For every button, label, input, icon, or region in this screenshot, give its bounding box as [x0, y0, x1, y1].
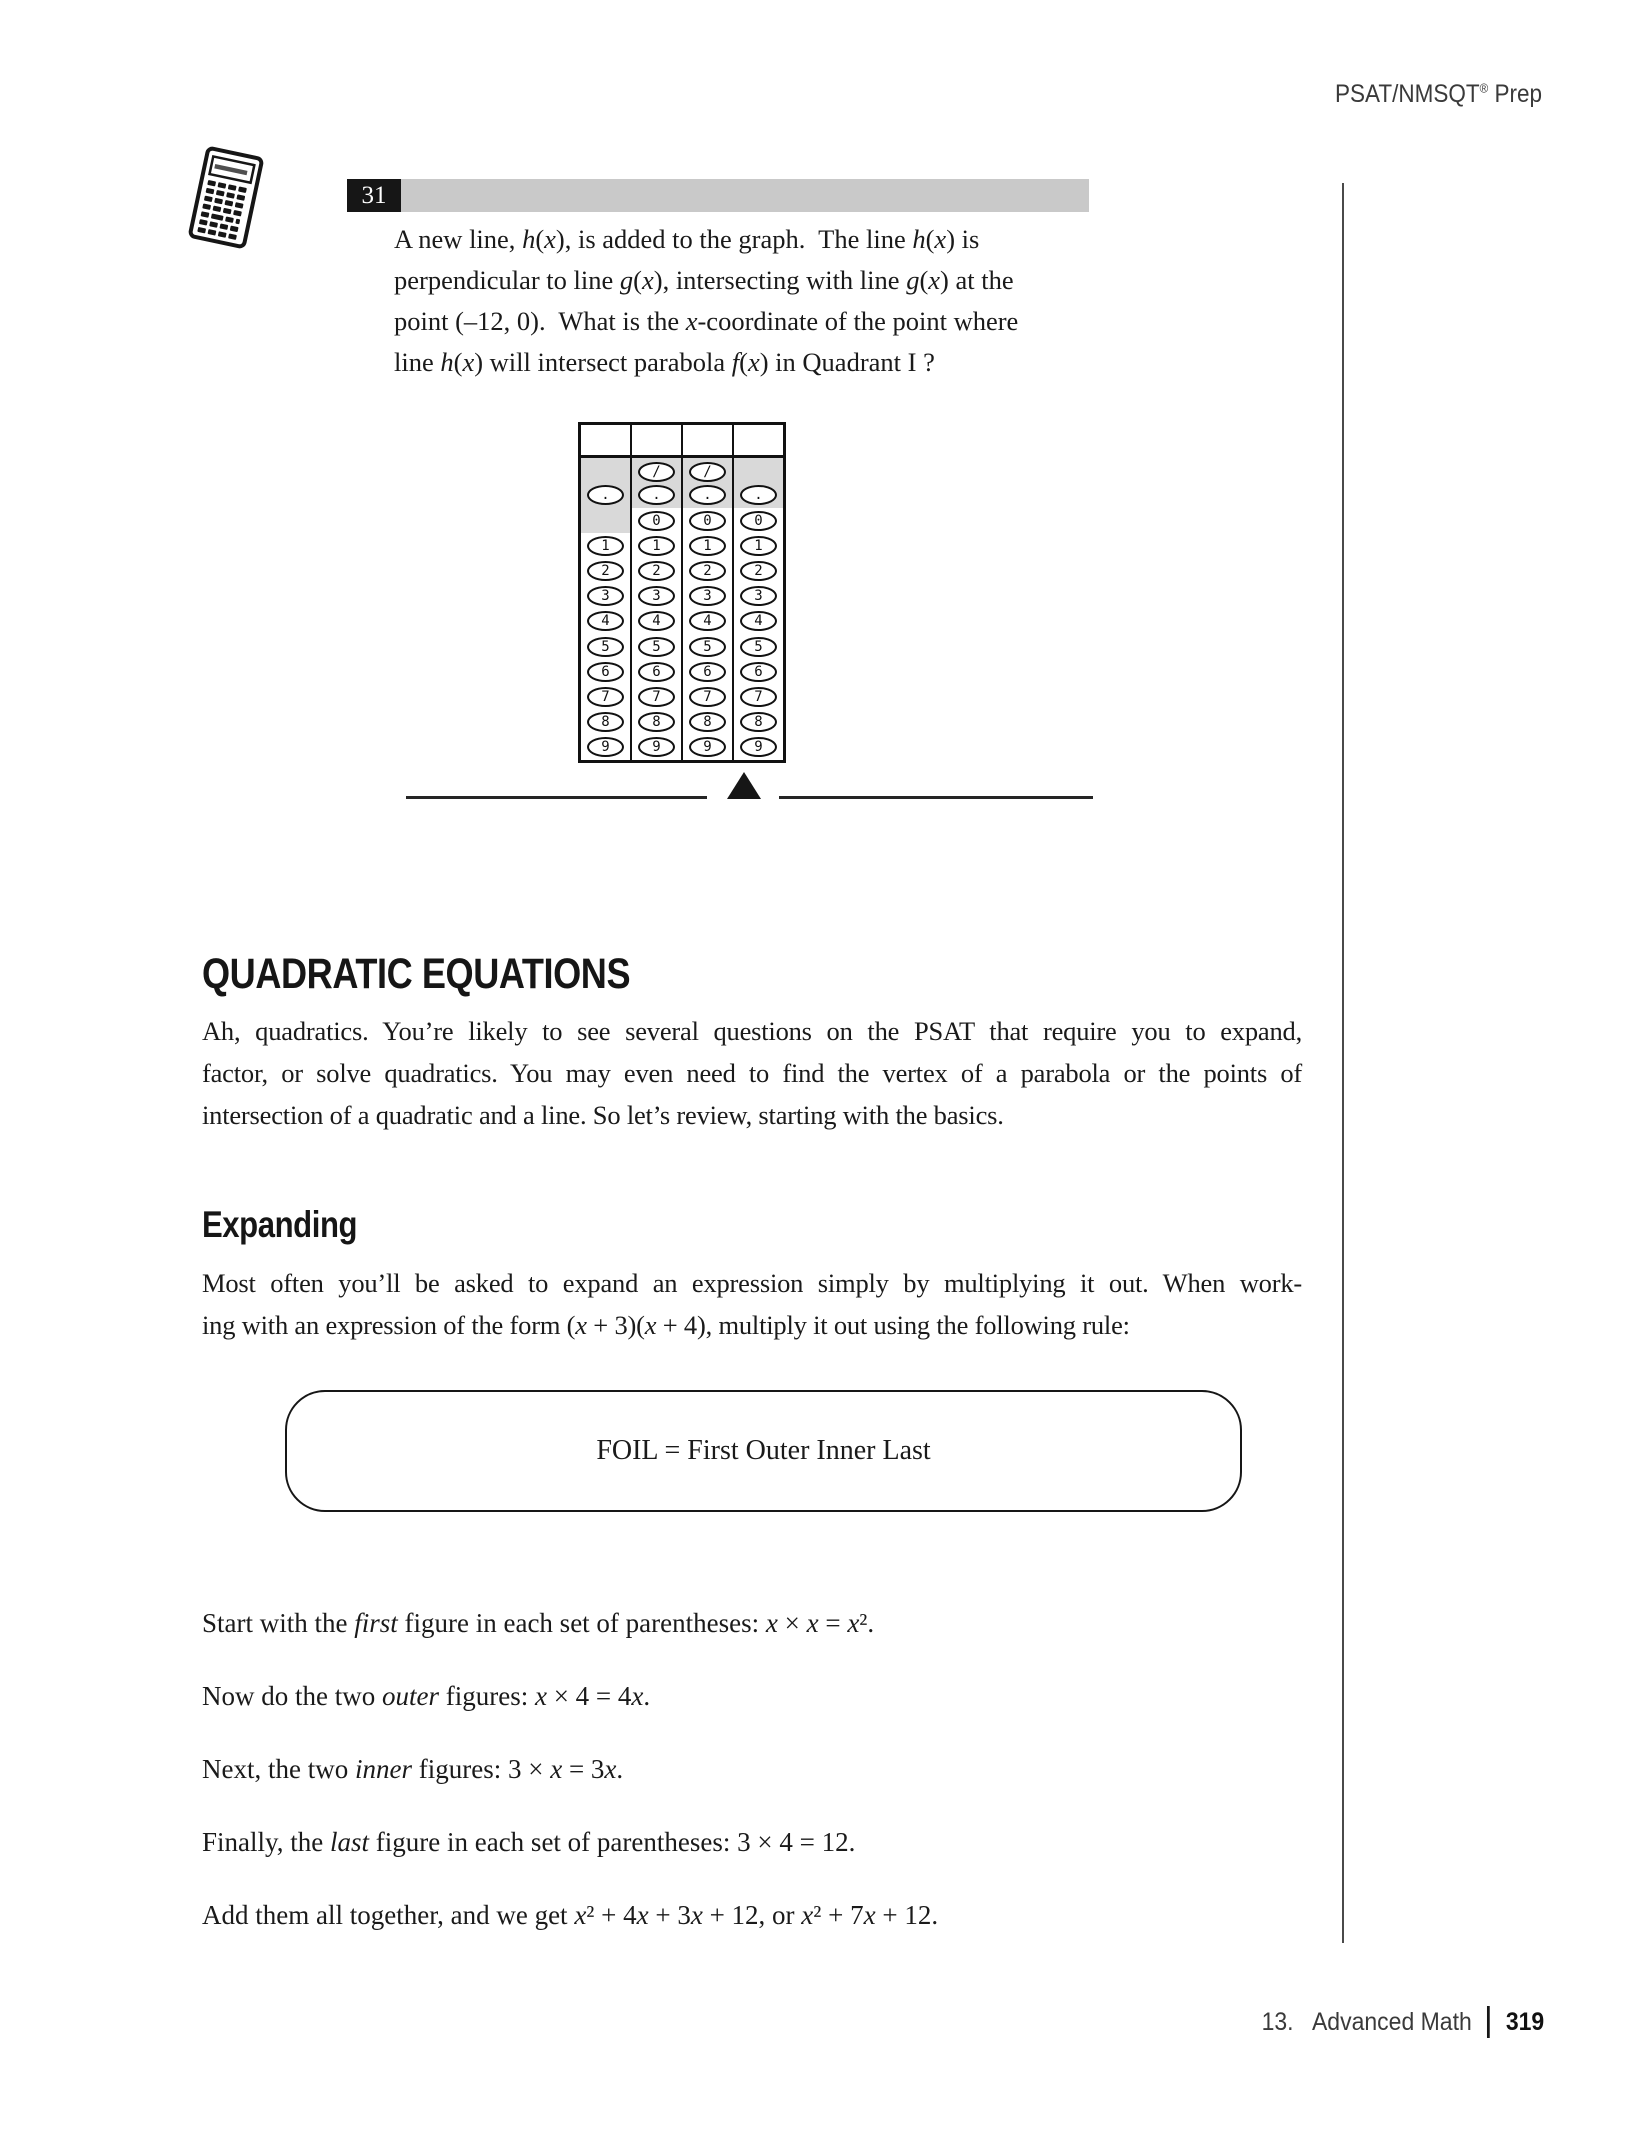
- digit-bubble: 4: [689, 611, 726, 631]
- digit-bubble: 0: [689, 511, 726, 531]
- question-number-badge: [347, 179, 401, 212]
- step-line: Now do the two outer figures: x × 4 = 4x.: [202, 1681, 651, 1711]
- digit-bubble: 5: [740, 637, 777, 657]
- quadratic-paragraph: [202, 1010, 1302, 1136]
- body-line: Most often you’ll be asked to expand an expression simply by multiplying it out. When work-: [202, 1268, 1302, 1298]
- digit-bubble: 3: [587, 586, 624, 606]
- digit-bubble: 9: [740, 737, 777, 757]
- fraction-slash-bubble: /: [689, 462, 726, 482]
- grid-symbol-band: [683, 458, 732, 508]
- digit-bubble: 4: [740, 611, 777, 631]
- question-number: 31: [361, 181, 387, 209]
- digit-bubble: 4: [638, 611, 675, 631]
- footer-section-name: Advanced Math: [1311, 2007, 1472, 2036]
- question-line: point (–12, 0). What is the x-coordinate of the point where: [394, 306, 1019, 336]
- grid-digit-row-cell: [581, 533, 630, 558]
- grid-digit-row-cell: [581, 609, 630, 634]
- divider-triangle-icon: [727, 772, 761, 799]
- grid-digit-row-cell: [581, 634, 630, 659]
- grid-column: [734, 425, 783, 760]
- digit-bubble: 1: [740, 536, 777, 556]
- grid-digit-row-cell: [632, 684, 681, 709]
- question-number-bar: [401, 179, 1089, 212]
- digit-bubble: 3: [740, 586, 777, 606]
- step-line: Add them all together, and we get x² + 4x + 3x + 12, or x² + 7x + 12.: [202, 1900, 939, 1930]
- grid-digit-row-cell: [734, 710, 783, 735]
- grid-digit-row-cell: [632, 558, 681, 583]
- body-line: factor, or solve quadratics. You may even need to find the vertex of a parabola or the points of: [202, 1058, 1302, 1088]
- digit-bubble: 2: [740, 561, 777, 581]
- digit-bubble: 0: [638, 511, 675, 531]
- grid-digit-row-cell: [632, 634, 681, 659]
- digit-bubble: 6: [638, 662, 675, 682]
- grid-digit-row-cell: [632, 735, 681, 760]
- grid-digit-row-cell: [632, 609, 681, 634]
- digit-bubble: 6: [689, 662, 726, 682]
- grid-digit-row-cell: [632, 508, 681, 533]
- digit-bubble: 5: [689, 637, 726, 657]
- footer-divider-bar: [1487, 2006, 1490, 2038]
- step-line: Start with the first figure in each set of parentheses: x × x = x².: [202, 1608, 875, 1638]
- grid-digit-row-cell: [683, 584, 732, 609]
- decimal-point-bubble: .: [740, 485, 777, 505]
- calculator-icon: [187, 145, 265, 250]
- grid-digit-row-cell: [734, 609, 783, 634]
- digit-bubble: 2: [587, 561, 624, 581]
- digit-bubble: 8: [587, 712, 624, 732]
- grid-column: [683, 425, 734, 760]
- decimal-point-bubble: .: [587, 485, 624, 505]
- digit-bubble: 7: [638, 687, 675, 707]
- section-title-expanding: Expanding: [202, 1204, 358, 1245]
- grid-digit-row-cell: [581, 710, 630, 735]
- question-line: line h(x) will intersect parabola f(x) in Quadrant I ?: [394, 347, 935, 377]
- grid-digit-row-cell: [581, 735, 630, 760]
- body-line: ing with an expression of the form (x + 3)(x + 4), multiply it out using the following rule:: [202, 1310, 1130, 1340]
- decimal-point-bubble: .: [689, 485, 726, 505]
- question-line: A new line, h(x), is added to the graph. The line h(x) is: [394, 224, 980, 254]
- registered-mark: ®: [1479, 80, 1489, 96]
- right-margin-rule: [1342, 183, 1344, 1943]
- foil-rule-box: [285, 1390, 1242, 1512]
- digit-bubble: 5: [638, 637, 675, 657]
- digit-bubble: 7: [689, 687, 726, 707]
- page-header: [1335, 80, 1542, 109]
- page-footer: [1261, 2006, 1544, 2038]
- grid-write-in-cell: [581, 425, 630, 458]
- foil-rule-text: FOIL = First Outer Inner Last: [596, 1435, 931, 1466]
- grid-digit-row-cell: [734, 634, 783, 659]
- grid-write-in-cell: [683, 425, 732, 458]
- question-text: [394, 219, 1018, 383]
- grid-digit-row-cell: [632, 584, 681, 609]
- step-line: Next, the two inner figures: 3 × x = 3x.: [202, 1754, 624, 1784]
- body-line: Ah, quadratics. You’re likely to see several questions on the PSAT that require you to expand,: [202, 1016, 1302, 1046]
- digit-bubble: 4: [587, 611, 624, 631]
- grid-symbol-band: [581, 458, 630, 508]
- grid-digit-row-cell: [683, 735, 732, 760]
- grid-write-in-cell: [632, 425, 681, 458]
- grid-digit-row-cell: [734, 735, 783, 760]
- question-line: perpendicular to line g(x), intersecting with line g(x) at the: [394, 265, 1014, 295]
- grid-digit-row-cell: [734, 533, 783, 558]
- grid-digit-row-cell: [734, 584, 783, 609]
- digit-bubble: 1: [587, 536, 624, 556]
- grid-column: [632, 425, 683, 760]
- grid-digit-row-cell: [683, 684, 732, 709]
- grid-digit-row-cell: [683, 508, 732, 533]
- digit-bubble: 6: [740, 662, 777, 682]
- grid-digit-row-cell: [581, 558, 630, 583]
- grid-write-in-cell: [734, 425, 783, 458]
- grid-column: [581, 425, 632, 760]
- grid-digit-row-cell: [632, 533, 681, 558]
- grid-in: [578, 422, 786, 763]
- footer-chapter-number: 13.: [1261, 2007, 1294, 2036]
- digit-bubble: 5: [587, 637, 624, 657]
- grid-digit-row-cell: [683, 533, 732, 558]
- body-line: intersection of a quadratic and a line. So let’s review, starting with the basics.: [202, 1100, 1004, 1130]
- grid-digit-row-cell: [683, 659, 732, 684]
- digit-bubble: 9: [638, 737, 675, 757]
- digit-bubble: 7: [587, 687, 624, 707]
- section-title-quadratic-equations: QUADRATIC EQUATIONS: [202, 950, 631, 998]
- grid-digit-row-cell: [734, 508, 783, 533]
- grid-digit-row-cell: [683, 710, 732, 735]
- digit-bubble: 7: [740, 687, 777, 707]
- digit-bubble: 2: [689, 561, 726, 581]
- grid-digit-row-cell: [581, 684, 630, 709]
- digit-bubble: 0: [740, 511, 777, 531]
- grid-digit-row-cell: [632, 659, 681, 684]
- digit-bubble: 8: [689, 712, 726, 732]
- grid-symbol-band: [632, 458, 681, 508]
- expanding-paragraph: [202, 1262, 1302, 1346]
- grid-symbol-band: [734, 458, 783, 508]
- footer-page-number: 319: [1505, 2007, 1544, 2036]
- grid-digit-row-cell: [581, 508, 630, 533]
- decimal-point-bubble: .: [638, 485, 675, 505]
- digit-bubble: 8: [740, 712, 777, 732]
- digit-bubble: 3: [638, 586, 675, 606]
- digit-bubble: 6: [587, 662, 624, 682]
- header-brand: PSAT/NMSQT: [1334, 80, 1480, 108]
- digit-bubble: 1: [689, 536, 726, 556]
- step-line: Finally, the last figure in each set of parentheses: 3 × 4 = 12.: [202, 1827, 856, 1857]
- digit-bubble: 8: [638, 712, 675, 732]
- grid-digit-row-cell: [683, 558, 732, 583]
- grid-digit-row-cell: [734, 659, 783, 684]
- digit-bubble: 1: [638, 536, 675, 556]
- grid-digit-row-cell: [683, 634, 732, 659]
- header-suffix: Prep: [1494, 80, 1542, 108]
- grid-digit-row-cell: [734, 558, 783, 583]
- grid-digit-row-cell: [581, 584, 630, 609]
- digit-bubble: 9: [689, 737, 726, 757]
- digit-bubble: 2: [638, 561, 675, 581]
- grid-digit-row-cell: [581, 659, 630, 684]
- fraction-slash-bubble: /: [638, 462, 675, 482]
- grid-digit-row-cell: [632, 710, 681, 735]
- grid-digit-row-cell: [683, 609, 732, 634]
- digit-bubble: 3: [689, 586, 726, 606]
- digit-bubble: 9: [587, 737, 624, 757]
- grid-digit-row-cell: [734, 684, 783, 709]
